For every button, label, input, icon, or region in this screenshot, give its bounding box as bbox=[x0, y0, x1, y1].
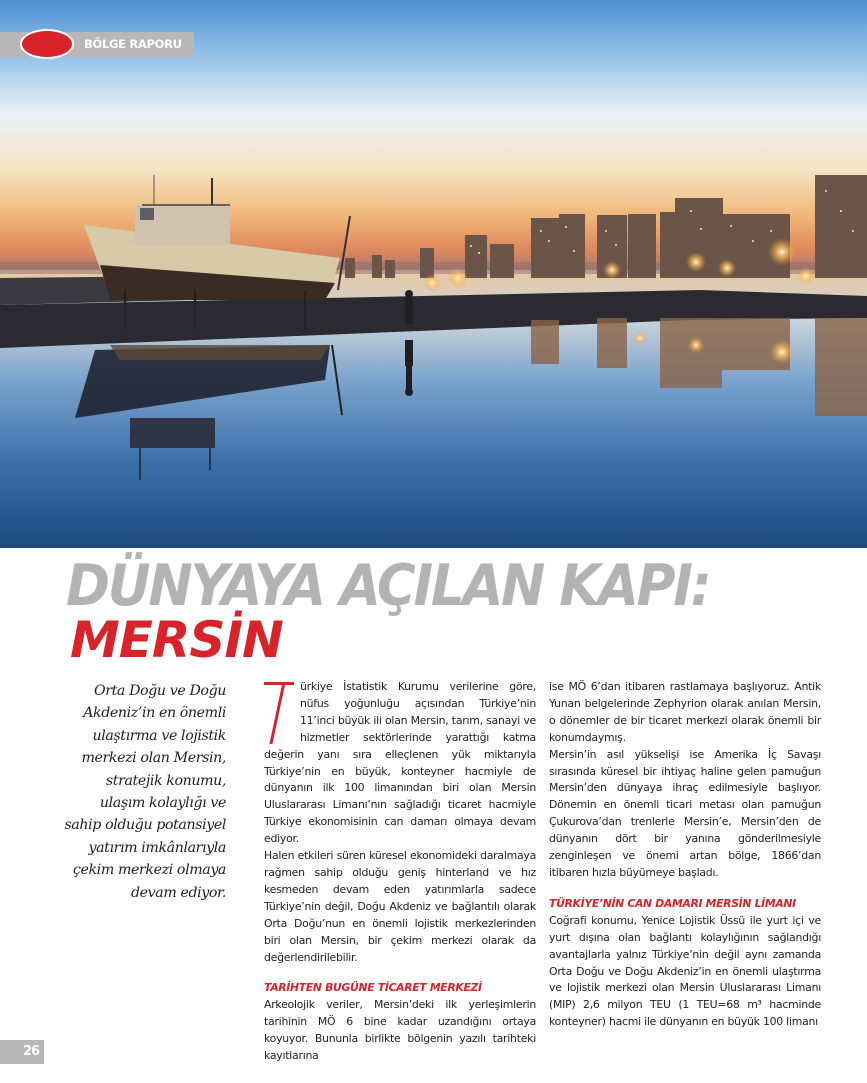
article-column-1 bbox=[264, 679, 536, 1065]
paragraph: Coğrafi konumu, Yenice Lojistik Üssü ile yurt içi ve yurt dışına olan bağlantı kolaylığının sağlandığı avantajlarla yalnız Türkiye’nin değil aynı zamanda Orta Doğu ve Doğu Akdeniz’in en önemli ulaştırma ve lojistik merkezi olan Mersin Uluslararası Limanı (MIP) 2,6 milyon TEU (1 TEU=68 m³ hacminde konteyner) hacmi ile dünyanın en büyük 100 limanı bbox=[549, 913, 821, 1029]
paragraph: Mersin’in asıl yükselişi ise Amerika İç Savaşı sırasında küresel bir ihtiyaç haline gelen pamuğun Mersin’den dünyaya ihraç edilmesiyle başlıyor. Dönemin en önemli ticari metası olan pamuğun Çukurova’dan trenlerle Mersin’e, Mersin’den de dünyanın dört bir yanına gönderilmesiyle zenginleşen ve önemi artan bölge, 1866’dan itibaren hızla büyümeye başladı. bbox=[549, 747, 821, 879]
page-title-line2: MERSİN bbox=[70, 611, 283, 669]
paragraph: Halen etkileri süren küresel ekonomideki daralmaya rağmen sahip olduğu geniş hinterland ve hız kesmeden devam eden yatırımlarla sadece Türkiye’nin değil, Doğu Akdeniz ve bağlantılı olarak Orta Doğu’nun en önemli lojistik merkezlerinden biri olan Mersin, bir çekim merkezi olarak da değerlendirilebilir. bbox=[264, 849, 536, 964]
section-tag bbox=[0, 32, 194, 57]
section-subheading: TÜRKİYE’NİN CAN DAMARI MERSİN LİMANI bbox=[549, 896, 796, 910]
section-label: BÖLGE RAPORU bbox=[84, 37, 182, 51]
paragraph: ise MÖ 6’dan itibaren rastlamaya başlıyoruz. Antik Yunan belgelerinde Zephyrion olarak anılan Mersin, o dönemler de bir ticaret merkezi olarak önemli bir konumdaymış. bbox=[549, 680, 821, 744]
paragraph: Arkeolojik veriler, Mersin’deki ilk yerleşimlerin tarihinin MÖ 6 bine kadar uzandığını ortaya koyuyor. Bununla birlikte bölgenin yazılı tarihteki kayıtlarına bbox=[264, 998, 536, 1063]
page-number: 26 bbox=[23, 1044, 40, 1059]
article-column-2 bbox=[549, 679, 821, 1031]
section-subheading: TARİHTEN BUGÜNE TİCARET MERKEZİ bbox=[264, 981, 482, 995]
drop-cap-t bbox=[264, 679, 296, 743]
person-silhouette bbox=[405, 290, 413, 396]
red-dot-icon bbox=[20, 29, 74, 59]
paragraph: ürkiye İstatistik Kurumu verilerine göre, nüfus yoğunluğu açısından Türkiye’nin 11’inci büyük ili olan Mersin, tarım, sanayi ve hizmetler sektörlerinde yarattığı katma değerin yanı sıra elleçlenen yük miktarıyla Türkiye’nin en büyük, konteyner hacmiyle de dünyanın ilk 100 limanından biri olan Mersin Uluslararası Limanı’nın sağladığı ticaret hacmiyle Türkiye ekonomisinin can damarı olmaya devam ediyor. bbox=[264, 680, 536, 846]
page-title-line1: DÜNYAYA AÇILAN KAPI: bbox=[66, 553, 710, 619]
lead-paragraph: Orta Doğu ve Doğu Akdeniz’in en önemli ulaştırma ve lojistik merkezi olan Mersin, stratejik konumu, ulaşım kolaylığı ve sahip olduğu potansiyel yatırım imkânlarıyla çekim merkezi olmaya devam ediyor. bbox=[64, 683, 226, 901]
page-number-tab bbox=[0, 1040, 44, 1064]
